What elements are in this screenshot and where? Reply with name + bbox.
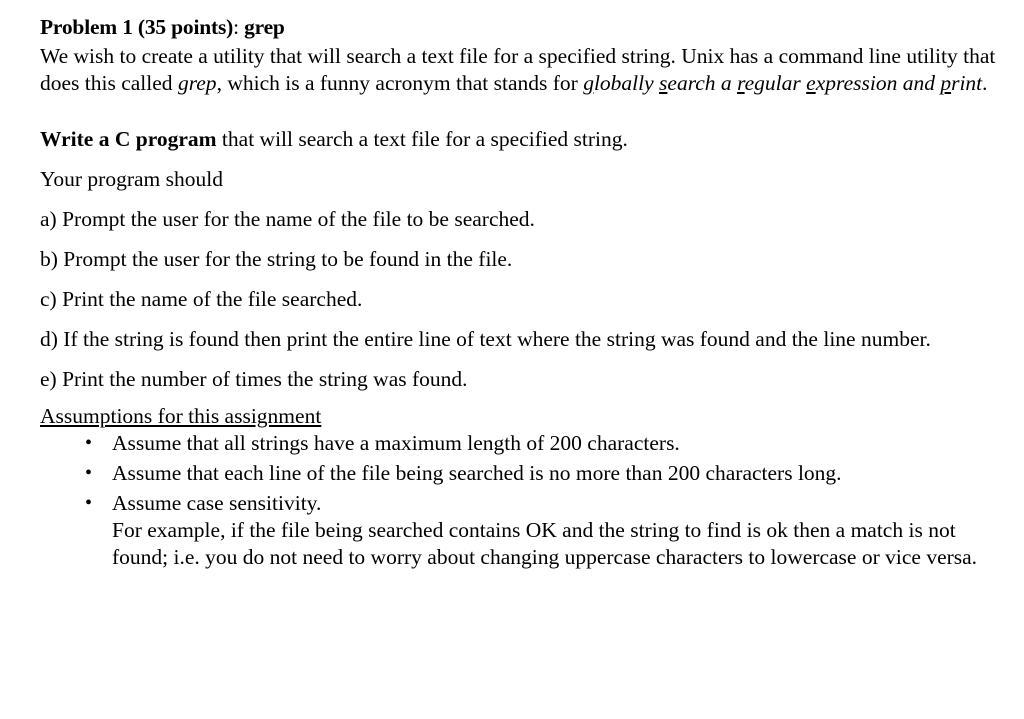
intro-grep-word: grep bbox=[177, 71, 217, 95]
requirement-b: b) Prompt the user for the string to be found in the file. bbox=[40, 247, 513, 271]
requirement-d: d) If the string is found then print the entire line of text where the string was found and the line number. bbox=[40, 327, 931, 351]
intro-text-2: , which is a funny acronym that stands for bbox=[216, 71, 584, 95]
assumption-text: Assume that all strings have a maximum length of 200 characters. bbox=[112, 431, 680, 455]
acronym-word-earch: earch a bbox=[667, 71, 738, 95]
acronym-letter-s: s bbox=[659, 71, 668, 95]
acronym-letter-g: g bbox=[583, 71, 594, 95]
acronym-letter-r: r bbox=[737, 71, 745, 95]
requirement-c: c) Print the name of the file searched. bbox=[40, 287, 363, 311]
acronym-word-egular: egular bbox=[744, 71, 807, 95]
program-should: Your program should bbox=[40, 167, 223, 191]
assumptions-heading: Assumptions for this assignment bbox=[40, 404, 322, 428]
acronym-word-xpression: xpression and bbox=[815, 71, 941, 95]
assumption-text: Assume case sensitivity. bbox=[112, 491, 322, 515]
problem-title-colon: : bbox=[233, 15, 239, 39]
task-statement bbox=[40, 126, 1000, 153]
assumptions-list bbox=[40, 430, 1000, 517]
document-page bbox=[40, 14, 1000, 571]
acronym-word-lobally: lobally bbox=[593, 71, 660, 95]
bullet-icon: • bbox=[85, 462, 93, 484]
task-bold: Write a C program bbox=[40, 127, 217, 151]
assumption-item bbox=[40, 430, 1000, 457]
intro-end: . bbox=[982, 71, 988, 95]
assumption-item bbox=[40, 460, 1000, 487]
task-rest: that will search a text file for a specified string. bbox=[216, 127, 628, 151]
bullet-icon: • bbox=[85, 432, 93, 454]
intro-text-1: We wish to create a utility that will search a text file for a specified string. Unix has a command line utility that does this called bbox=[40, 44, 996, 95]
requirement-e: e) Print the number of times the string was found. bbox=[40, 367, 468, 391]
assumption-text: Assume that each line of the file being searched is no more than 200 characters long. bbox=[112, 461, 842, 485]
case-sensitivity-example: For example, if the file being searched contains OK and the string to find is ok then a match is not found; i.e. you do not need to worry about changing uppercase characters to lowercase or vice versa. bbox=[112, 518, 978, 569]
acronym-word-rint: rint bbox=[951, 71, 983, 95]
requirement-a: a) Prompt the user for the name of the file to be searched. bbox=[40, 207, 535, 231]
bullet-icon: • bbox=[85, 492, 93, 514]
problem-title-bold: Problem 1 (35 points) bbox=[40, 15, 234, 39]
acronym-phrase bbox=[583, 71, 982, 95]
intro-paragraph bbox=[40, 43, 1000, 97]
problem-title-name: grep bbox=[244, 15, 285, 39]
assumption-item bbox=[40, 490, 1000, 517]
acronym-letter-p: p bbox=[940, 71, 952, 95]
acronym-letter-e: e bbox=[806, 71, 816, 95]
spacer bbox=[40, 97, 1000, 126]
problem-title bbox=[40, 14, 1000, 41]
